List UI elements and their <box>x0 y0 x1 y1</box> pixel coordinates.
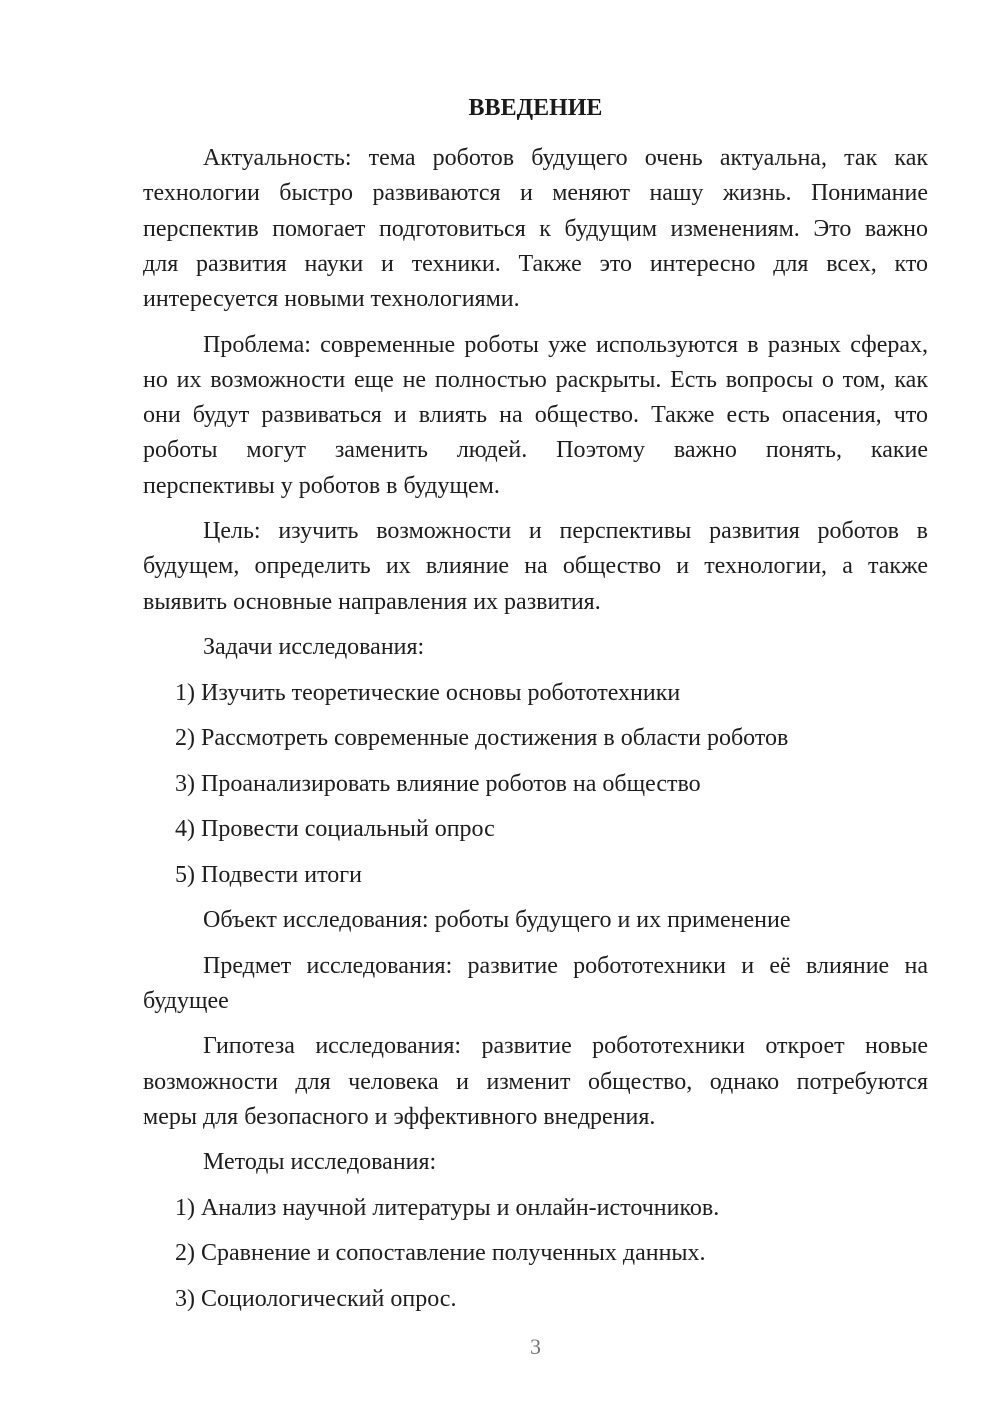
text-line: для развития науки и техники. Также это интересно для всех, кто <box>143 250 928 277</box>
task-item <box>143 812 928 847</box>
text-line: Методы исследования: <box>203 1149 437 1176</box>
list-item-text: 3) Социологический опрос. <box>175 1285 457 1312</box>
hypothesis-paragraph <box>143 1029 928 1135</box>
task-item <box>143 767 928 802</box>
task-item <box>143 858 928 893</box>
text-line: меры для безопасного и эффективного внедрения. <box>143 1103 656 1130</box>
page-number: 3 <box>530 1334 541 1359</box>
list-item-text: 2) Рассмотреть современные достижения в области роботов <box>175 725 789 751</box>
text-line: Актуальность: тема роботов будущего очень актуальна, так как <box>203 145 928 171</box>
text-line: перспективы у роботов в будущем. <box>143 472 500 499</box>
task-item <box>143 676 928 711</box>
list-item-text: 3) Проанализировать влияние роботов на общество <box>175 770 701 797</box>
problem-paragraph <box>143 328 928 504</box>
text-line: Задачи исследования: <box>203 634 425 660</box>
object-paragraph <box>143 903 928 938</box>
task-item <box>143 721 928 756</box>
list-item-text: 1) Анализ научной литературы и онлайн-источников. <box>175 1194 720 1221</box>
method-item <box>143 1191 928 1226</box>
list-item-text: 1) Изучить теоретические основы робототехники <box>175 679 681 706</box>
goal-paragraph <box>143 514 928 620</box>
page-content <box>143 91 928 1317</box>
text-line: Предмет исследования: развитие робототехники и её влияние на <box>203 952 928 979</box>
section-heading: ВВЕДЕНИЕ <box>468 95 603 121</box>
text-line: они будут развиваться и влиять на общество. Также есть опасения, что <box>143 402 928 428</box>
list-item-text: 2) Сравнение и сопоставление полученных данных. <box>175 1240 706 1267</box>
method-item <box>143 1236 928 1271</box>
method-item <box>143 1282 928 1317</box>
text-line: Объект исследования: роботы будущего и их применение <box>203 907 791 933</box>
list-item-text: 5) Подвести итоги <box>175 861 362 888</box>
subject-paragraph <box>143 949 928 1020</box>
text-line: возможности для человека и изменит общество, однако потребуются <box>143 1068 928 1095</box>
methods-heading <box>143 1145 928 1180</box>
text-line: Проблема: современные роботы уже используются в разных сферах, <box>203 331 928 358</box>
text-line: будущее <box>143 987 229 1014</box>
tasks-heading <box>143 630 928 665</box>
text-line: технологии быстро развиваются и меняют нашу жизнь. Понимание <box>143 180 928 207</box>
text-line: Гипотеза исследования: развитие робототехники откроет новые <box>203 1033 928 1060</box>
text-line: будущем, определить их влияние на общество и технологии, а также <box>143 553 928 580</box>
text-line: выявить основные направления их развития. <box>143 588 601 615</box>
text-line: роботы могут заменить людей. Поэтому важно понять, какие <box>143 437 928 464</box>
text-line: но их возможности еще не полностью раскрыты. Есть вопросы о том, как <box>143 366 928 393</box>
text-line: Цель: изучить возможности и перспективы развития роботов в <box>203 518 928 544</box>
text-line: перспектив помогает подготовиться к будущим изменениям. Это важно <box>143 215 928 242</box>
text-line: интересуется новыми технологиями. <box>143 286 520 312</box>
list-item-text: 4) Провести социальный опрос <box>175 816 495 842</box>
relevance-paragraph <box>143 141 928 317</box>
